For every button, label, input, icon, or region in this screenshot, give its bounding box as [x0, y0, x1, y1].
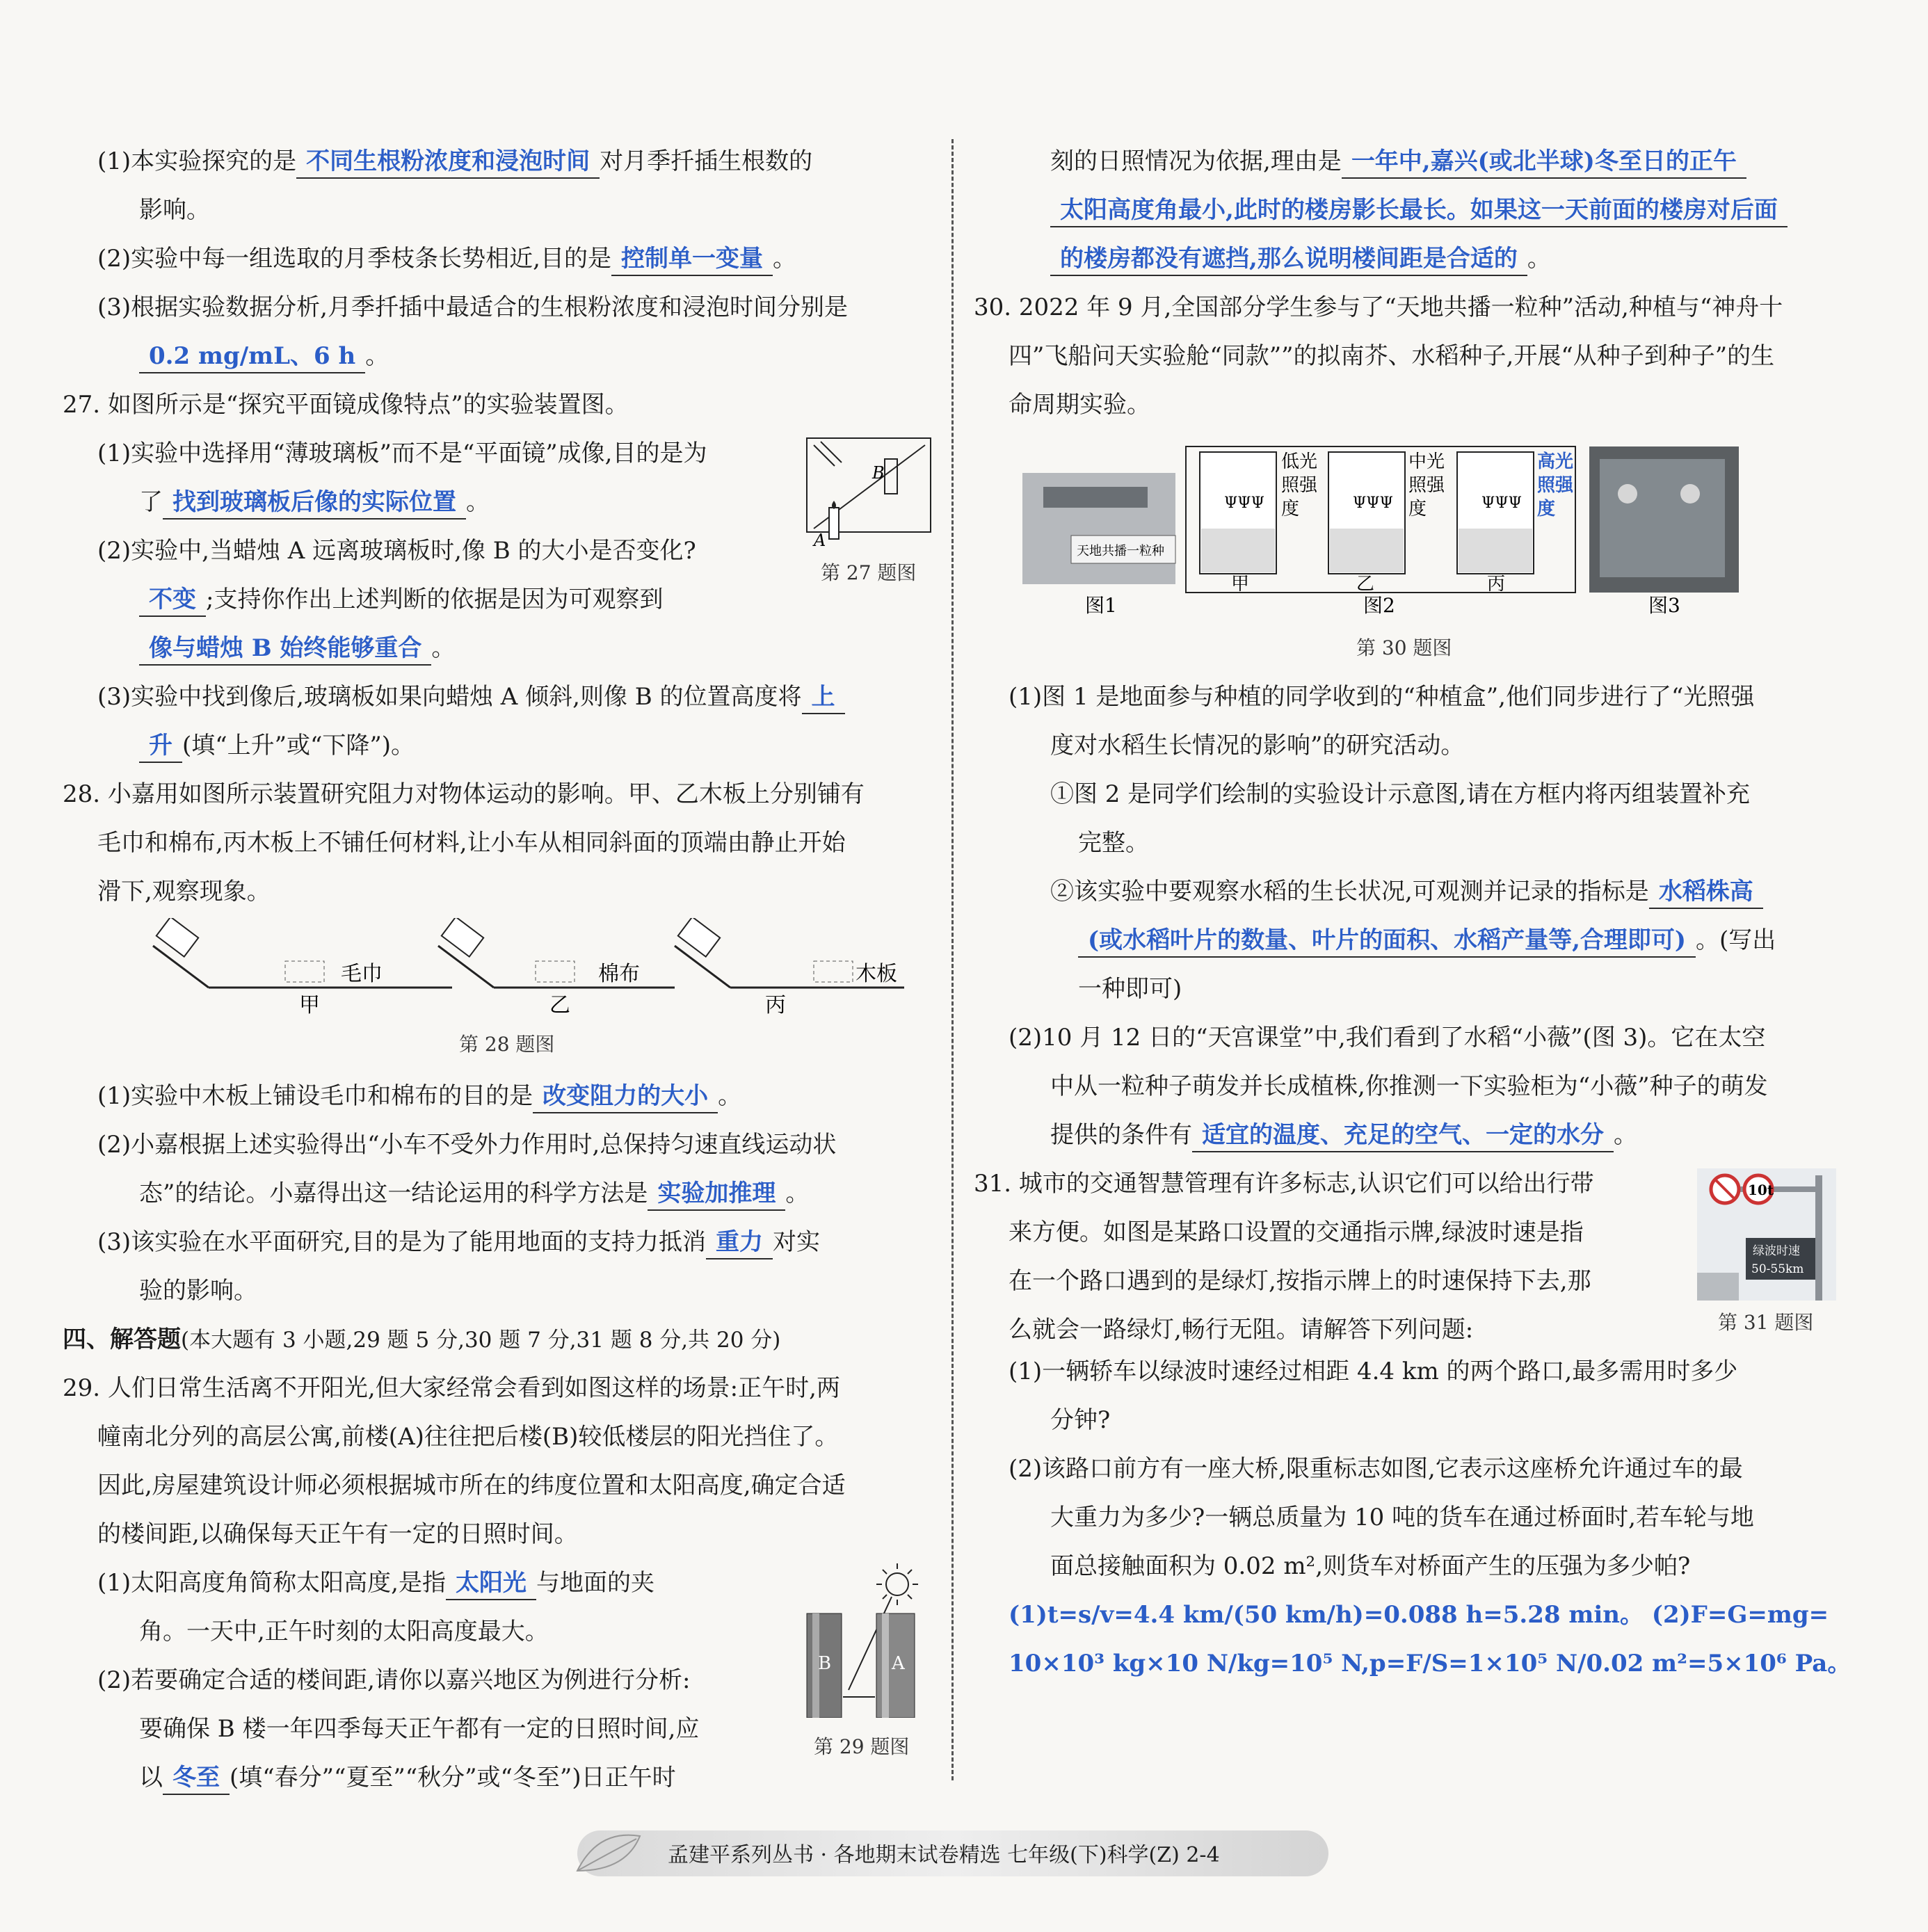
q27-part2-answer2: 像与蜡烛 B 始终能够重合 。 — [139, 630, 455, 666]
label-bing: 丙 — [765, 993, 786, 1017]
answer-blank: 找到玻璃板后像的实际位置 — [163, 486, 466, 520]
answer-blank: (或水稻叶片的数量、叶片的面积、水稻产量等,合理即可) — [1078, 924, 1696, 958]
svg-text:低光: 低光 — [1281, 451, 1318, 472]
answer-blank: 0.2 mg/mL、6 h — [139, 340, 365, 373]
svg-text:照强: 照强 — [1537, 475, 1574, 496]
q29-part2-cont: 要确保 B 楼一年四季每天正午都有一定的日照时间,应 — [139, 1715, 700, 1743]
q28-part1: (1)实验中木板上铺设毛巾和棉布的目的是 改变阻力的大小 。 — [97, 1078, 741, 1114]
q31-stem-4: 么就会一路绿灯,畅行无阻。请解答下列问题: — [1009, 1316, 1474, 1344]
q28-part3: (3)该实验在水平面研究,目的是为了能用地面的支持力抵消 重力 对实 — [97, 1224, 820, 1260]
figure-29-caption: 第 29 题图 — [814, 1735, 910, 1758]
figure-31-traffic-sign — [1697, 1168, 1836, 1301]
q31-answer-line1: (1)t=s/v=4.4 km/(50 km/h)=0.088 h=5.28 min。 (2)F=G=mg= — [1009, 1601, 1829, 1629]
q27-part2-answer: 不变 ;支持你作出上述判断的依据是因为可观察到 — [139, 581, 663, 618]
label-b: B — [818, 1653, 832, 1674]
answer-blank: 改变阻力的大小 — [533, 1080, 718, 1113]
sign-top-text: 绿波时速 — [1753, 1244, 1800, 1258]
figure-28-ramps — [146, 918, 911, 1022]
q29-stem-4: 的楼间距,以确保每天正午有一定的日照时间。 — [97, 1520, 578, 1548]
label-mianbu: 棉布 — [598, 962, 640, 986]
svg-text:中光: 中光 — [1408, 451, 1445, 472]
q29-part2: (2)若要确定合适的楼间距,请你以嘉兴地区为例进行分析: — [97, 1666, 691, 1694]
answer-blank: 重力 — [706, 1226, 773, 1259]
box-label: 天地共播一粒种 — [1077, 544, 1164, 558]
q28-part2: (2)小嘉根据上述实验得出“小车不受外力作用时,总保持匀速直线运动状 — [97, 1131, 837, 1159]
answer-blank: 的楼房都没有遮挡,那么说明楼间距是合适的 — [1050, 243, 1527, 276]
answer-blank: 升 — [139, 730, 182, 763]
q26-part1: (1)本实验探究的是 不同生根粉浓度和浸泡时间 对月季扦插生根数的 — [97, 143, 812, 179]
q30-stem-3: 命周期实验。 — [1009, 391, 1150, 419]
q30-part1: (1)图 1 是地面参与种植的同学收到的“种植盒”,他们同步进行了“光照强 — [1009, 683, 1755, 711]
ramp-jia — [153, 918, 452, 1017]
answer-blank: 不同生根粉浓度和浸泡时间 — [296, 145, 600, 179]
answer-blank: 冬至 — [163, 1762, 230, 1795]
svg-text:ΨΨΨ: ΨΨΨ — [1224, 494, 1264, 512]
section-4-heading: 四、解答题(本大题有 3 小题,29 题 5 分,30 题 7 分,31 题 8 分,共 20 分) — [63, 1326, 781, 1353]
q27-part1: (1)实验中选择用“薄玻璃板”而不是“平面镜”成像,目的是为 — [97, 440, 707, 467]
q31-stem-3: 在一个路口遇到的是绿灯,按指示牌上的时速保持下去,那 — [1009, 1267, 1591, 1295]
figure-30-photo-3 — [1589, 446, 1739, 617]
q30-part2-answer: 提供的条件有 适宜的温度、充足的空气、一定的水分 。 — [1050, 1117, 1637, 1153]
q28-part3-cont: 验的影响。 — [139, 1277, 257, 1305]
figure-30 — [1022, 438, 1788, 633]
q28-part2-answer: 态”的结论。小嘉得出这一结论运用的科学方法是 实验加推理 。 — [139, 1175, 809, 1211]
q30-part2-cont: 中从一粒种子萌发并长成植株,你推测一下实验柜为“小薇”种子的萌发 — [1050, 1072, 1768, 1100]
answer-blank: 实验加推理 — [648, 1177, 785, 1211]
q27-part2: (2)实验中,当蜡烛 A 远离玻璃板时,像 B 的大小是否变化? — [97, 537, 696, 565]
label-maojin: 毛巾 — [341, 962, 383, 986]
svg-text:照强: 照强 — [1281, 475, 1318, 496]
figure-30-diagram-2 — [1186, 446, 1575, 617]
fig1-label: 图1 — [1085, 594, 1117, 617]
sun-icon — [886, 1573, 908, 1595]
q30-part1-sub2-cont: 一种即可) — [1078, 975, 1182, 1003]
q29-part2-reason-3: 的楼房都没有遮挡,那么说明楼间距是合适的 。 — [1050, 241, 1551, 277]
q26-part2: (2)实验中每一组选取的月季枝条长势相近,目的是 控制单一变量 。 — [97, 241, 796, 277]
svg-text:度: 度 — [1408, 499, 1427, 520]
figure-31-caption: 第 31 题图 — [1718, 1311, 1814, 1334]
q29-part2-reason-2 — [1050, 192, 1788, 228]
q30-part1-cont: 度对水稻生长情况的影响”的研究活动。 — [1050, 732, 1465, 759]
q26-part3: (3)根据实验数据分析,月季扦插中最适合的生根粉浓度和浸泡时间分别是 — [97, 293, 848, 321]
q28-stem-3: 滑下,观察现象。 — [97, 878, 271, 905]
label-a: A — [814, 531, 826, 549]
svg-text:乙: 乙 — [1356, 574, 1375, 595]
svg-text:丙: 丙 — [1487, 574, 1506, 595]
q30-part1-sub1: ①图 2 是同学们绘制的实验设计示意图,请在方框内将丙组装置补充 — [1050, 780, 1751, 808]
svg-text:甲: 甲 — [1231, 574, 1250, 595]
svg-text:ΨΨΨ: ΨΨΨ — [1353, 494, 1393, 512]
weight-limit-sign: 10t — [1748, 1182, 1774, 1198]
q29-part2-reason: 刻的日照情况为依据,理由是 一年中,嘉兴(或北半球)冬至日的正午 — [1050, 143, 1746, 179]
svg-text:ΨΨΨ: ΨΨΨ — [1481, 494, 1522, 512]
q30-part2: (2)10 月 12 日的“天宫课堂”中,我们看到了水稻“小薇”(图 3)。它在太空 — [1009, 1024, 1766, 1052]
fig3-label: 图3 — [1648, 594, 1680, 617]
figure-30-caption: 第 30 题图 — [1356, 636, 1452, 659]
label-b: B — [872, 463, 885, 483]
answer-blank: 上 — [802, 681, 845, 714]
q31-stem: 31. 城市的交通智慧管理有许多标志,认识它们可以给出行带 — [974, 1170, 1594, 1198]
q30-stem: 30. 2022 年 9 月,全国部分学生参与了“天地共播一粒种”活动,种植与“神舟十 — [974, 293, 1783, 321]
q27-part1-answer: 了 找到玻璃板后像的实际位置 。 — [139, 484, 490, 520]
svg-text:高光: 高光 — [1537, 451, 1574, 472]
q27-part3: (3)实验中找到像后,玻璃板如果向蜡烛 A 倾斜,则像 B 的位置高度将 上 — [97, 679, 845, 715]
svg-text:度: 度 — [1281, 499, 1300, 520]
q28-stem: 28. 小嘉用如图所示装置研究阻力对物体运动的影响。甲、乙木板上分别铺有 — [63, 780, 865, 808]
q30-part1-sub1-cont: 完整。 — [1078, 829, 1149, 857]
answer-blank: 太阳高度角最小,此时的楼房影长最长。如果这一天前面的楼房对后面 — [1050, 194, 1788, 227]
q30-stem-2: 四”飞船问天实验舱“同款””的拟南芥、水稻种子,开展“从种子到种子”的生 — [1009, 342, 1775, 370]
figure-28-caption: 第 28 题图 — [459, 1033, 555, 1056]
q29-part1-cont: 角。一天中,正午时刻的太阳高度最大。 — [139, 1618, 549, 1645]
q29-stem-2: 幢南北分列的高层公寓,前楼(A)往往把后楼(B)较低楼层的阳光挡住了。 — [97, 1423, 839, 1451]
q26-part3-answer: 0.2 mg/mL、6 h 。 — [139, 338, 389, 374]
sign-bottom-text: 50-55km — [1751, 1262, 1804, 1276]
q31-part2-cont: 大重力为多少?一辆总质量为 10 吨的货车在通过桥面时,若车轮与地 — [1050, 1504, 1754, 1531]
q29-stem: 29. 人们日常生活离不开阳光,但大家经常会看到如图这样的场景:正午时,两 — [63, 1374, 840, 1402]
svg-text:照强: 照强 — [1408, 475, 1445, 496]
figure-29-buildings — [793, 1558, 932, 1718]
q31-part1: (1)一辆轿车以绿波时速经过相距 4.4 km 的两个路口,最多需用时多少 — [1009, 1358, 1738, 1385]
q31-answer-line2: 10×10³ kg×10 N/kg=10⁵ N,p=F/S=1×10⁵ N/0.02 m²=5×10⁶ Pa。 — [1009, 1650, 1851, 1677]
answer-blank: 不变 — [139, 583, 206, 617]
q29-stem-3: 因此,房屋建筑设计师必须根据城市所在的纬度位置和太阳高度,确定合适 — [97, 1472, 846, 1499]
label-yi: 乙 — [549, 993, 570, 1017]
answer-blank: 一年中,嘉兴(或北半球)冬至日的正午 — [1342, 145, 1746, 179]
answer-blank: 水稻株高 — [1649, 876, 1763, 909]
answer-blank: 太阳光 — [446, 1567, 536, 1600]
answer-blank: 像与蜡烛 B 始终能够重合 — [139, 632, 431, 666]
answer-blank: 控制单一变量 — [611, 243, 773, 276]
q30-part1-sub2: ②该实验中要观察水稻的生长状况,可观测并记录的指标是 水稻株高 — [1050, 874, 1763, 910]
figure-27-mirror-setup — [800, 431, 939, 549]
q27-stem: 27. 如图所示是“探究平面镜成像特点”的实验装置图。 — [63, 391, 629, 419]
q31-part2: (2)该路口前方有一座大桥,限重标志如图,它表示这座桥允许通过车的最 — [1009, 1455, 1743, 1483]
label-jia: 甲 — [299, 993, 320, 1017]
q29-part1: (1)太阳高度角简称太阳高度,是指 太阳光 与地面的夹 — [97, 1565, 654, 1601]
q31-part1-cont: 分钟? — [1050, 1406, 1111, 1434]
footer-text: 孟建平系列丛书 · 各地期末试卷精选 七年级(下)科学(Z) 2-4 — [668, 1843, 1220, 1867]
q27-part3-cont: 升 (填“上升”或“下降”)。 — [139, 727, 415, 764]
q26-part1-cont: 影响。 — [139, 196, 210, 224]
figure-27-caption: 第 27 题图 — [821, 561, 917, 584]
label-muban: 木板 — [855, 962, 897, 986]
ramp-bing — [675, 918, 904, 1017]
q31-part2-cont2: 面总接触面积为 0.02 m²,则货车对桥面产生的压强为多少帕? — [1050, 1552, 1691, 1580]
fig2-label: 图2 — [1363, 594, 1395, 617]
figure-30-photo-1 — [1022, 473, 1175, 617]
q31-stem-2: 来方便。如图是某路口设置的交通指示牌,绿波时速是指 — [1009, 1218, 1584, 1246]
column-divider — [951, 139, 954, 1780]
q28-stem-2: 毛巾和棉布,丙木板上不铺任何材料,让小车从相同斜面的顶端由静止开始 — [97, 829, 846, 857]
svg-text:度: 度 — [1537, 499, 1556, 520]
answer-blank: 适宜的温度、充足的空气、一定的水分 — [1192, 1119, 1614, 1152]
ramp-yi — [438, 918, 675, 1017]
leaf-logo-icon — [570, 1822, 647, 1885]
q30-part1-sub2-answer: (或水稻叶片的数量、叶片的面积、水稻产量等,合理即可) 。(写出 — [1078, 922, 1776, 958]
label-a: A — [892, 1653, 905, 1674]
q29-part2-answer: 以 冬至 (填“春分”“夏至”“秋分”或“冬至”)日正午时 — [139, 1760, 676, 1796]
